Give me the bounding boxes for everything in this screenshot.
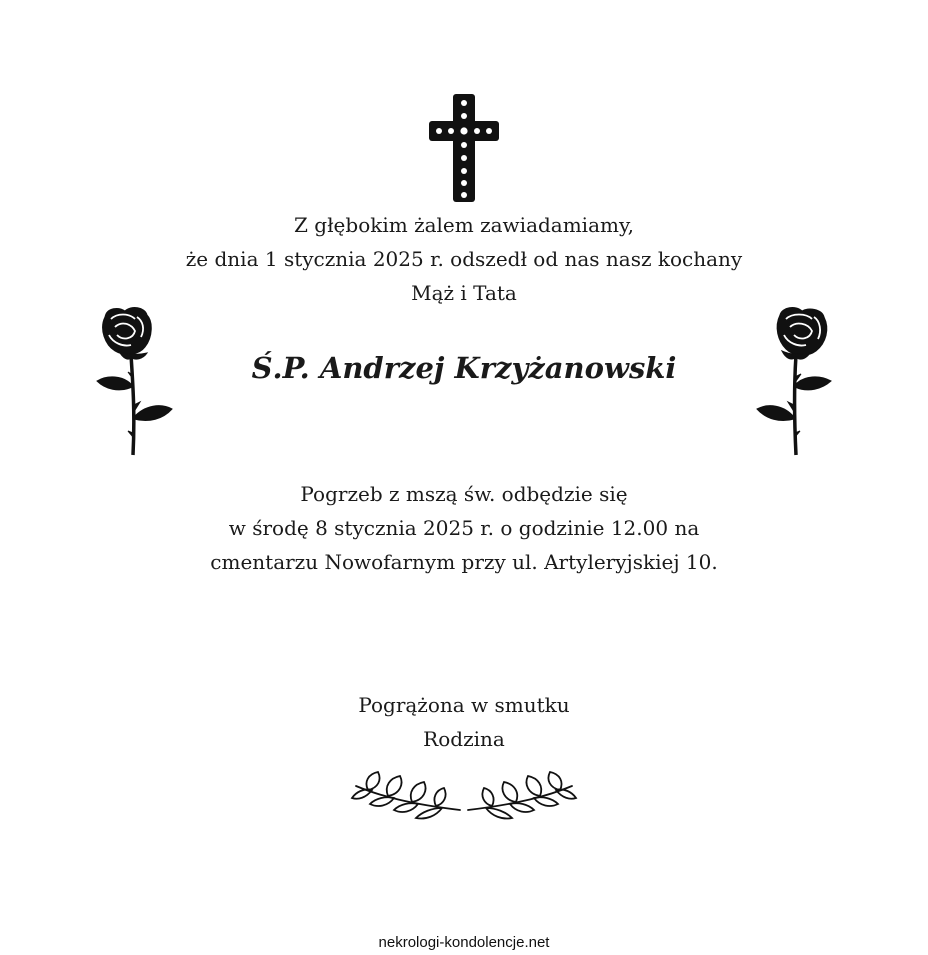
deceased-name: Ś.P. Andrzej Krzyżanowski [251,351,677,385]
mourners-signature [0,688,928,756]
laurel-branches-icon [350,768,578,828]
cross-icon [428,92,500,204]
mourners-line-2: Rodzina [423,727,505,751]
intro-line-3: Mąż i Tata [411,281,517,305]
intro-text [0,208,928,310]
mourners-line-1: Pogrążona w smutku [358,693,570,717]
intro-line-2: że dnia 1 stycznia 2025 r. odszedł od nas nasz kochany [185,247,743,271]
funeral-info [0,477,928,579]
funeral-line-3: cmentarzu Nowofarnym przy ul. Artyleryjskiej 10. [210,550,718,574]
funeral-line-2: w środę 8 stycznia 2025 r. o godzinie 12.00 na [228,516,700,540]
funeral-line-1: Pogrzeb z mszą św. odbędzie się [300,482,628,506]
intro-line-1: Z głębokim żalem zawiadamiamy, [294,213,634,237]
footer-website: nekrologi-kondolencje.net [378,934,550,951]
